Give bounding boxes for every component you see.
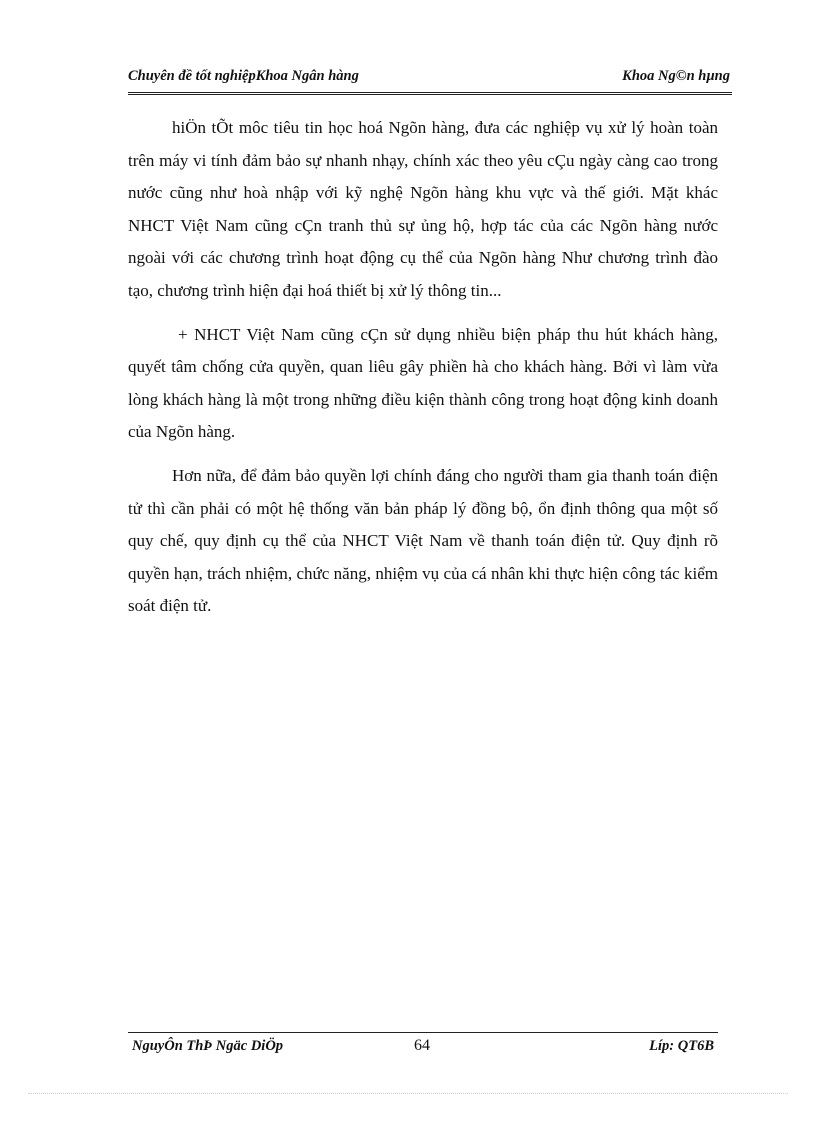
header-faculty: Khoa Ng©n hµng: [622, 68, 730, 84]
header-divider: [128, 92, 732, 96]
footer-divider: [128, 1032, 718, 1033]
paragraph: Hơn nữa, để đảm bảo quyền lợi chính đáng cho người tham gia thanh toán điện tử thì cần phải có một hệ thống văn bản pháp lý đồng bộ, ổn định thông qua một số quy chế, quy định cụ thể của NHCT Việt Nam về thanh toán điện tử. Quy định rõ quyền hạn, trách nhiệm, chức năng, nhiệm vụ của cá nhân khi thực hiện công tác kiểm soát điện tử.: [128, 465, 718, 616]
document-body: [128, 112, 718, 634]
paragraph: hiÖn tÕt môc tiêu tin học hoá Ngõn hàng, đưa các nghiệp vụ xử lý hoàn toàn trên máy vi tính đảm bảo sự nhanh nhạy, chính xác theo yêu cÇu ngày càng cao trong nước cũng như hoà nhập với kỹ nghệ Ngõn hàng khu vực và thế giới. Mặt khác NHCT Việt Nam cũng cÇn tranh thủ sự ủng hộ, hợp tác của các Ngõn hàng nước ngoài với các chương trình hoạt động cụ thể của Ngõn hàng Như chương trình đào tạo, chương trình hiện đại hoá thiết bị xử lý thông tin...: [128, 118, 718, 300]
footer-class: Líp: QT6B: [649, 1038, 714, 1054]
page-header: [128, 68, 730, 90]
paragraph: + NHCT Việt Nam cũng cÇn sử dụng nhiều biện pháp thu hút khách hàng, quyết tâm chống cửa quyền, quan liêu gây phiền hà cho khách hàng. Bởi vì làm vừa lòng khách hàng là một trong những điều kiện thành công trong hoạt động kinh doanh của Ngõn hàng.: [128, 324, 718, 442]
header-title: Chuyên đề tốt nghiệpKhoa Ngân hàng: [128, 68, 359, 84]
page-number: 64: [414, 1037, 430, 1054]
footer-author: NguyÔn ThÞ Ngäc DiÖp: [132, 1038, 284, 1054]
page-edge-divider: [28, 1093, 788, 1094]
page-footer: [132, 1037, 718, 1059]
